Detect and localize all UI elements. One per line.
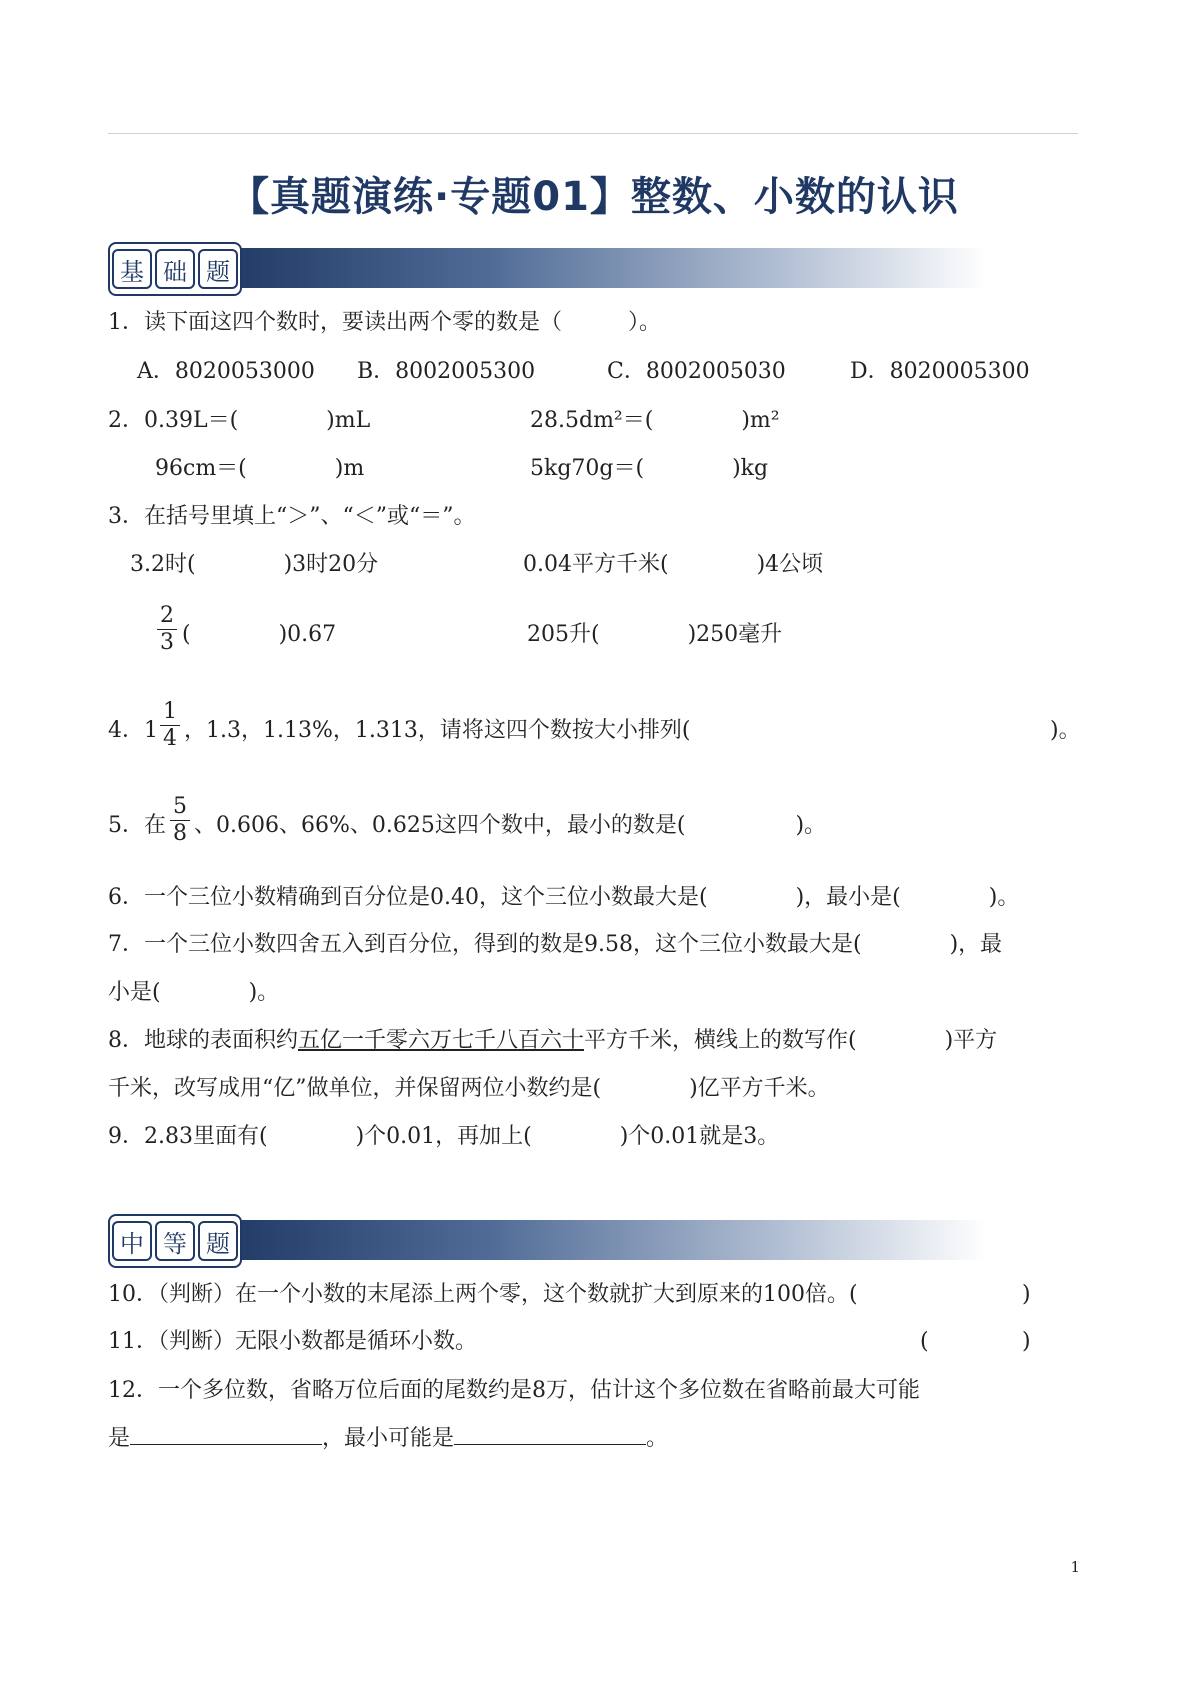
banner-char: 题 xyxy=(198,1221,238,1261)
question-12-text-b: ，最小可能是 xyxy=(322,1426,455,1451)
banner-char: 等 xyxy=(155,1221,195,1261)
question-12-text-c: 。 xyxy=(646,1426,669,1451)
option-c: C．8002005030 xyxy=(607,359,786,384)
header-rule xyxy=(108,133,1078,134)
question-3-left-2: ( )0.67 xyxy=(182,622,337,647)
question-11-open: ( xyxy=(920,1329,929,1354)
page-number: 1 xyxy=(1070,1558,1080,1576)
question-8-line-2: 千米，改写成用“亿”做单位，并保留两位小数约是( )亿平方千米。 xyxy=(108,1076,830,1101)
section-banner-medium xyxy=(108,1214,988,1266)
fraction-numerator: 2 xyxy=(160,603,174,628)
question-9: 9．2.83里面有( )个0.01，再加上( )个0.01就是3。 xyxy=(108,1124,780,1149)
question-11-close: ) xyxy=(1022,1329,1031,1354)
question-5: 、0.606、66%、0.625这四个数中，最小的数是( )。 xyxy=(194,813,827,838)
fraction-1-4 xyxy=(160,700,180,751)
question-11: 11．（判断）无限小数都是循环小数。 xyxy=(108,1329,477,1354)
question-3-right-1: 0.04平方千米( )4公顷 xyxy=(523,552,824,577)
option-b: B．8002005300 xyxy=(357,359,536,384)
question-2-right-1: 28.5dm²＝( )m² xyxy=(530,408,780,433)
question-3-right-2: 205升( )250毫升 xyxy=(527,622,783,647)
question-8-line-1 xyxy=(108,1026,997,1056)
question-8-post: 平方千米，横线上的数写作( )平方 xyxy=(584,1028,998,1053)
fraction-denominator: 4 xyxy=(163,726,177,751)
answer-blank[interactable] xyxy=(130,1444,322,1445)
question-8-underlined: 五亿一千零六万七千八百六十 xyxy=(298,1028,585,1053)
banner-label xyxy=(108,242,242,296)
answer-blank[interactable] xyxy=(454,1444,646,1445)
question-3-left-1: 3.2时( )3时20分 xyxy=(130,552,379,577)
section-banner-basic xyxy=(108,242,988,294)
question-4-close: )。 xyxy=(1050,718,1081,743)
question-12-line-2 xyxy=(108,1424,668,1454)
question-1: 1．读下面这四个数时，要读出两个零的数是（ ）。 xyxy=(108,310,661,335)
banner-char: 基 xyxy=(112,249,152,289)
question-12-text-a: 是 xyxy=(108,1426,131,1451)
fraction-denominator: 8 xyxy=(173,821,187,846)
banner-char: 中 xyxy=(112,1221,152,1261)
fraction-2-3 xyxy=(157,604,177,655)
banner-gradient-bar xyxy=(218,1220,988,1260)
question-7-line-1: 7．一个三位小数四舍五入到百分位，得到的数是9.58，这个三位小数最大是( )，最 xyxy=(108,932,1003,957)
banner-gradient-bar xyxy=(218,248,988,288)
question-8-pre: 8．地球的表面积约 xyxy=(108,1028,298,1053)
fraction-numerator: 5 xyxy=(173,794,187,819)
banner-char: 础 xyxy=(155,249,195,289)
banner-char: 题 xyxy=(198,249,238,289)
option-d: D．8020005300 xyxy=(850,359,1030,384)
question-4-label: 4．1 xyxy=(108,718,158,743)
banner-label xyxy=(108,1214,242,1268)
option-a: A．8020053000 xyxy=(137,359,315,384)
question-2-right-2: 5kg70g＝( )kg xyxy=(530,456,769,481)
question-10: 10．（判断）在一个小数的末尾添上两个零，这个数就扩大到原来的100倍。( xyxy=(108,1282,858,1307)
fraction-denominator: 3 xyxy=(160,630,174,655)
question-7-line-2: 小是( )。 xyxy=(108,980,280,1005)
question-10-close: ) xyxy=(1022,1282,1031,1307)
question-12-line-1: 12．一个多位数，省略万位后面的尾数约是8万，估计这个多位数在省略前最大可能 xyxy=(108,1378,920,1403)
question-2-left-2: 96cm＝( )m xyxy=(155,456,365,481)
question-3: 3．在括号里填上“＞”、“＜”或“＝”。 xyxy=(108,504,476,529)
fraction-5-8 xyxy=(170,795,190,846)
fraction-numerator: 1 xyxy=(163,699,177,724)
page-title: 【真题演练·专题01】整数、小数的认识 xyxy=(229,174,959,220)
question-2-left-1: 2．0.39L＝( )mL xyxy=(108,408,371,433)
question-6: 6．一个三位小数精确到百分位是0.40，这个三位小数最大是( )，最小是( )。 xyxy=(108,885,1020,910)
question-5-label: 5．在 xyxy=(108,813,166,838)
question-4: ，1.3，1.13%，1.313，请将这四个数按大小排列( xyxy=(184,718,691,743)
